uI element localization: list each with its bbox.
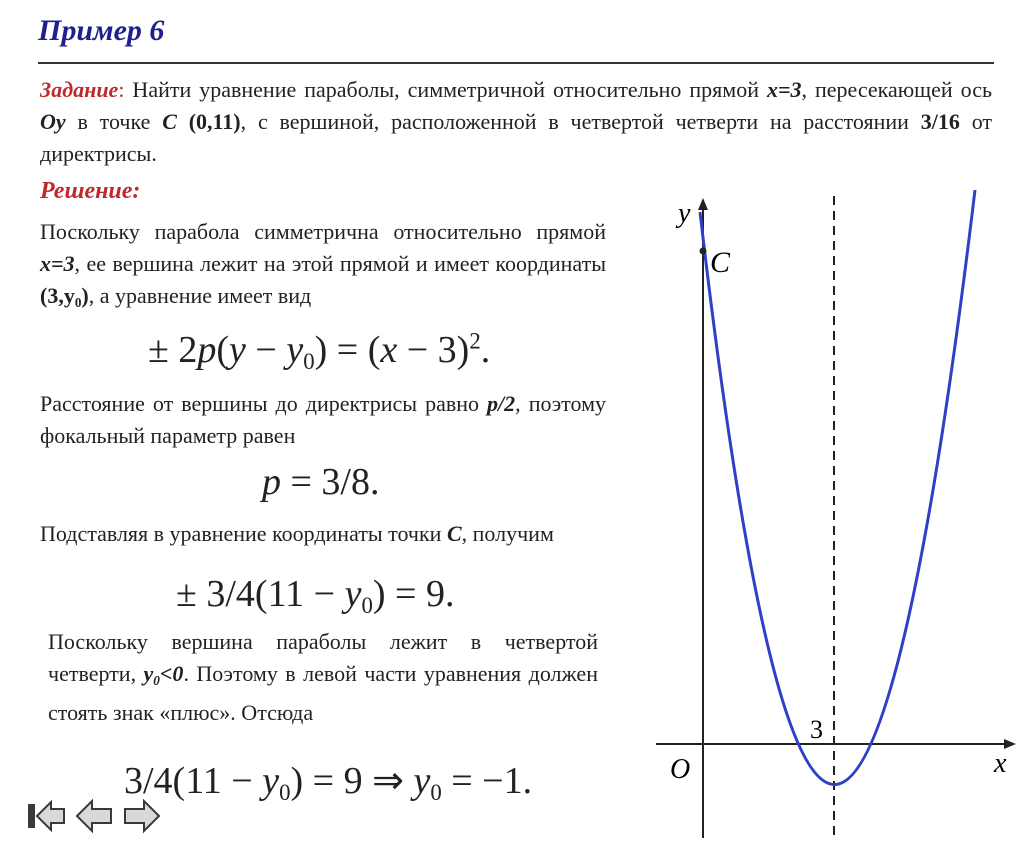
formula-parabola-general (148, 328, 490, 375)
f4-sub: 0 (279, 779, 291, 805)
p1-vertex-sub: 0 (74, 294, 82, 310)
f4-left: 3/4(11 − (124, 760, 263, 802)
f3-right: ) = 9. (372, 573, 455, 615)
f4-value: = −1. (441, 760, 533, 802)
origin-label: O (670, 754, 691, 785)
f4-y: y (262, 760, 280, 802)
f1-y0: y (286, 329, 304, 371)
p2-text-1: Расстояние от вершины до директрисы равно (40, 391, 488, 416)
task-text-3: в точке (65, 109, 163, 134)
f1-eq: ) = ( (314, 329, 381, 371)
p3-text-2: , получим (461, 521, 554, 546)
f1-paren: ( (216, 329, 230, 371)
p1-vertex-coords (40, 283, 89, 308)
f3-y: y (344, 573, 362, 615)
point-c-label: C (710, 246, 731, 279)
first-slide-button[interactable] (26, 798, 66, 834)
p3-point-name: C (446, 521, 462, 546)
solution-paragraph-2 (40, 388, 606, 452)
solution-label: Решение: (40, 178, 141, 204)
p4-y: y (143, 661, 154, 686)
p1-vertex-open: (3,y (40, 283, 75, 308)
formula-substitution (176, 572, 454, 619)
formula-result (124, 758, 532, 806)
parabola-graph (650, 190, 1024, 841)
f4-sub2: 0 (430, 779, 442, 805)
f2-rest: = 3/8. (281, 461, 380, 503)
p1-text-3: , а уравнение имеет вид (88, 283, 312, 308)
f3-left: ± 3/4(11 − (176, 573, 345, 615)
p4-lt0: <0 (159, 661, 184, 686)
task-distance: 3/16 (920, 109, 960, 134)
solution-paragraph-4 (48, 626, 598, 729)
p4-text-2: . Поэтому в левой части уравнения должен стоять знак «плюс». Отсюда (48, 661, 598, 725)
f3-sub: 0 (361, 592, 373, 618)
x-axis-label: x (994, 748, 1007, 779)
first-slide-icon (28, 802, 64, 830)
next-slide-button[interactable] (122, 798, 162, 834)
task-point-coords: (0,11) (188, 109, 241, 134)
tick-label-3: 3 (810, 715, 823, 744)
f1-minus: − (245, 329, 287, 371)
p1-text-1: Поскольку парабола симметрична относительно прямой (40, 219, 606, 244)
p3-text-1: Подставляя в уравнение координаты точки (40, 521, 447, 546)
page-title: Пример 6 (38, 14, 165, 47)
task-text-6: от директрисы. (40, 109, 993, 166)
task-axis: Oy (40, 109, 66, 134)
p2-half-p: p/2 (487, 391, 516, 416)
point-c (700, 248, 707, 255)
f1-y: y (229, 329, 246, 371)
formula-p-value (262, 460, 380, 504)
previous-slide-icon (77, 801, 111, 831)
task-line-eq: x=3 (766, 77, 802, 102)
y-axis-label: y (678, 198, 691, 229)
solution-paragraph-1 (40, 216, 606, 319)
parabola-curve (700, 190, 975, 785)
p1-vertex-close: ) (81, 283, 89, 308)
f1-sup: 2 (469, 328, 481, 354)
f2-p: p (262, 461, 281, 503)
f1-p: p (197, 329, 217, 371)
task-point-name: C (162, 109, 177, 134)
task-colon: : (118, 77, 125, 102)
p2-text-2: , поэтому фокальный параметр равен (40, 391, 607, 448)
solution-paragraph-3 (40, 518, 606, 550)
p4-sub: 0 (153, 672, 160, 688)
task-text-2: , пересекающей ось (801, 77, 992, 102)
task-label: Задание (40, 77, 119, 102)
p1-line-eq: x=3 (40, 251, 75, 276)
f1-dot: . (480, 329, 491, 371)
task-text (40, 74, 992, 170)
title-divider (38, 62, 994, 64)
task-text-1: Найти уравнение параболы, симметричной относительно прямой (124, 77, 767, 102)
f4-implies: ) = 9 ⇒ (290, 760, 414, 802)
f4-y2: y (413, 760, 431, 802)
f1-minus3: − 3) (397, 329, 470, 371)
y-axis-arrow (698, 198, 708, 210)
previous-slide-button[interactable] (74, 798, 114, 834)
task-space (177, 109, 189, 134)
p1-text-2: , ее вершина лежит на этой прямой и имеет координаты (74, 251, 606, 276)
f1-pm2: ± 2 (148, 329, 198, 371)
f1-x: x (380, 329, 398, 371)
task-text-5: , с вершиной, расположенной в четвертой четверти на расстоянии (240, 109, 921, 134)
p4-y0-cond (144, 661, 184, 686)
p4-text-1: Поскольку вершина параболы лежит в четвертой четверти, (48, 629, 598, 686)
f1-sub: 0 (303, 348, 315, 374)
next-slide-icon (125, 801, 159, 831)
